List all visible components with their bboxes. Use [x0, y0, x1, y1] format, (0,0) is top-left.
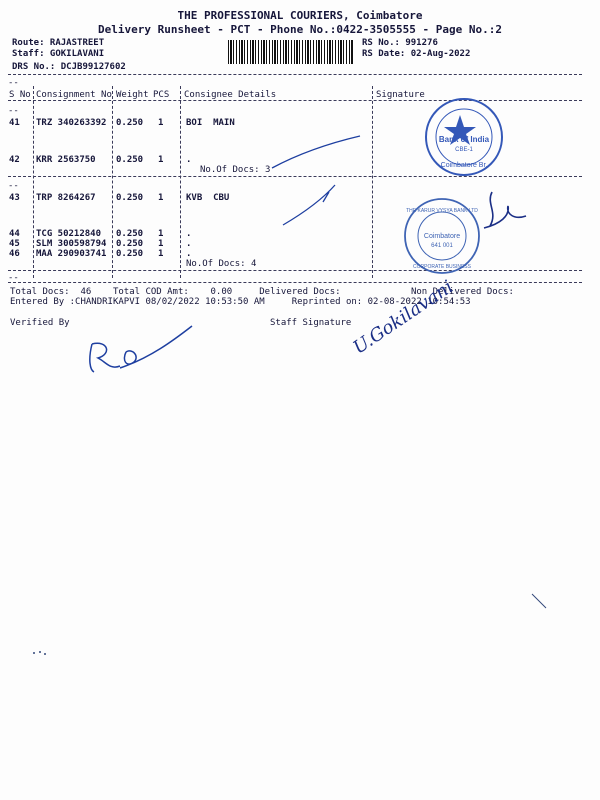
pen-stroke	[275, 180, 355, 235]
row-consignee: .	[186, 155, 192, 165]
bank-stamp-icon	[422, 95, 506, 179]
row-weight: 0.250	[116, 155, 144, 165]
row-pcs: 1	[158, 229, 164, 239]
route-label: Route: RAJASTREET	[12, 38, 105, 48]
column-divider	[372, 86, 373, 278]
row-pcs: 1	[158, 239, 164, 249]
row-pcs: 1	[158, 249, 164, 259]
verified-by-label: Verified By	[10, 318, 70, 328]
col-header-consignment: Consignment No	[36, 90, 112, 100]
column-divider	[33, 86, 34, 278]
row-sno: 46	[9, 249, 20, 259]
row-sno: 44	[9, 229, 20, 239]
drs-number: DRS No.: DCJB99127602	[12, 62, 126, 72]
row-sno: 41	[9, 118, 20, 128]
stamp-text: Bank of India	[438, 135, 490, 144]
totals-line: Total Docs: 46 Total COD Amt: 0.00 Delivered Docs: Non Delivered Docs:	[10, 287, 514, 297]
row-consignment: TRP 8264267	[36, 193, 96, 203]
column-divider	[112, 86, 113, 278]
initials-signature	[478, 186, 538, 238]
col-header-pcs: PCS	[153, 90, 170, 100]
row-consignment: TCG 50212840	[36, 229, 102, 239]
rs-number: RS No.: 991276	[362, 38, 438, 48]
stamp-text: 641 001	[431, 243, 453, 249]
row-consignment: TRZ 340263392	[36, 118, 107, 128]
column-divider	[180, 86, 181, 278]
row-weight: 0.250	[116, 118, 144, 128]
stamp-text: Coimbatore	[423, 233, 461, 240]
row-weight: 0.250	[116, 229, 144, 239]
stamp-text: THE KARUR VYSYA BANK LTD	[406, 208, 478, 214]
document-title: THE PROFESSIONAL COURIERS, Coimbatore	[177, 9, 423, 22]
row-weight: 0.250	[116, 249, 144, 259]
row-consignment: MAA 290903741	[36, 249, 107, 259]
entered-by-line: Entered By :CHANDRIKAPVI 08/02/2022 10:53:50 AM Reprinted on: 02-08-2022 10:54:53	[10, 297, 471, 307]
col-header-sno: S No	[9, 90, 31, 100]
row-marker: --	[8, 106, 19, 116]
row-consignment: KRR 2563750	[36, 155, 96, 165]
rs-date: RS Date: 02-Aug-2022	[362, 49, 471, 59]
row-consignee: KVB CBU	[186, 193, 230, 203]
row-pcs: 1	[158, 193, 164, 203]
scan-speck	[30, 648, 50, 658]
staff-label: Staff: GOKILAVANI	[12, 49, 105, 59]
row-consignee: BOI MAIN	[186, 118, 235, 128]
staff-signature-label: Staff Signature	[270, 318, 352, 328]
stamp-text: CBE-1	[455, 147, 473, 153]
staff-signature: U.Gokilavani	[349, 276, 458, 359]
row-marker: --	[8, 78, 19, 88]
row-pcs: 1	[158, 118, 164, 128]
barcode	[228, 40, 354, 64]
row-sno: 43	[9, 193, 20, 203]
row-marker: --	[8, 181, 19, 191]
divider	[8, 270, 582, 271]
divider	[8, 74, 582, 75]
row-consignee: .	[186, 229, 192, 239]
row-marker: --	[8, 273, 19, 283]
stamp-text: CORPORATE BUSINESS	[413, 264, 471, 270]
row-consignee: .	[186, 249, 192, 259]
scan-speck	[528, 590, 552, 614]
docs-count: No.Of Docs: 3	[200, 165, 271, 175]
col-header-weight: Weight	[116, 90, 149, 100]
divider	[8, 282, 582, 283]
row-sno: 42	[9, 155, 20, 165]
row-consignment: SLM 300598794	[36, 239, 107, 249]
verified-signature	[80, 318, 200, 380]
document-subtitle: Delivery Runsheet - PCT - Phone No.:0422-3505555 - Page No.:2	[98, 23, 502, 36]
row-sno: 45	[9, 239, 20, 249]
docs-count: No.Of Docs: 4	[186, 259, 257, 269]
row-consignee: .	[186, 239, 192, 249]
row-weight: 0.250	[116, 193, 144, 203]
row-pcs: 1	[158, 155, 164, 165]
row-weight: 0.250	[116, 239, 144, 249]
kvb-stamp-icon	[402, 196, 482, 276]
col-header-signature: Signature	[376, 90, 425, 100]
col-header-consignee: Consignee Details	[184, 90, 277, 100]
stamp-text: Coimbatore Br.	[440, 162, 488, 169]
